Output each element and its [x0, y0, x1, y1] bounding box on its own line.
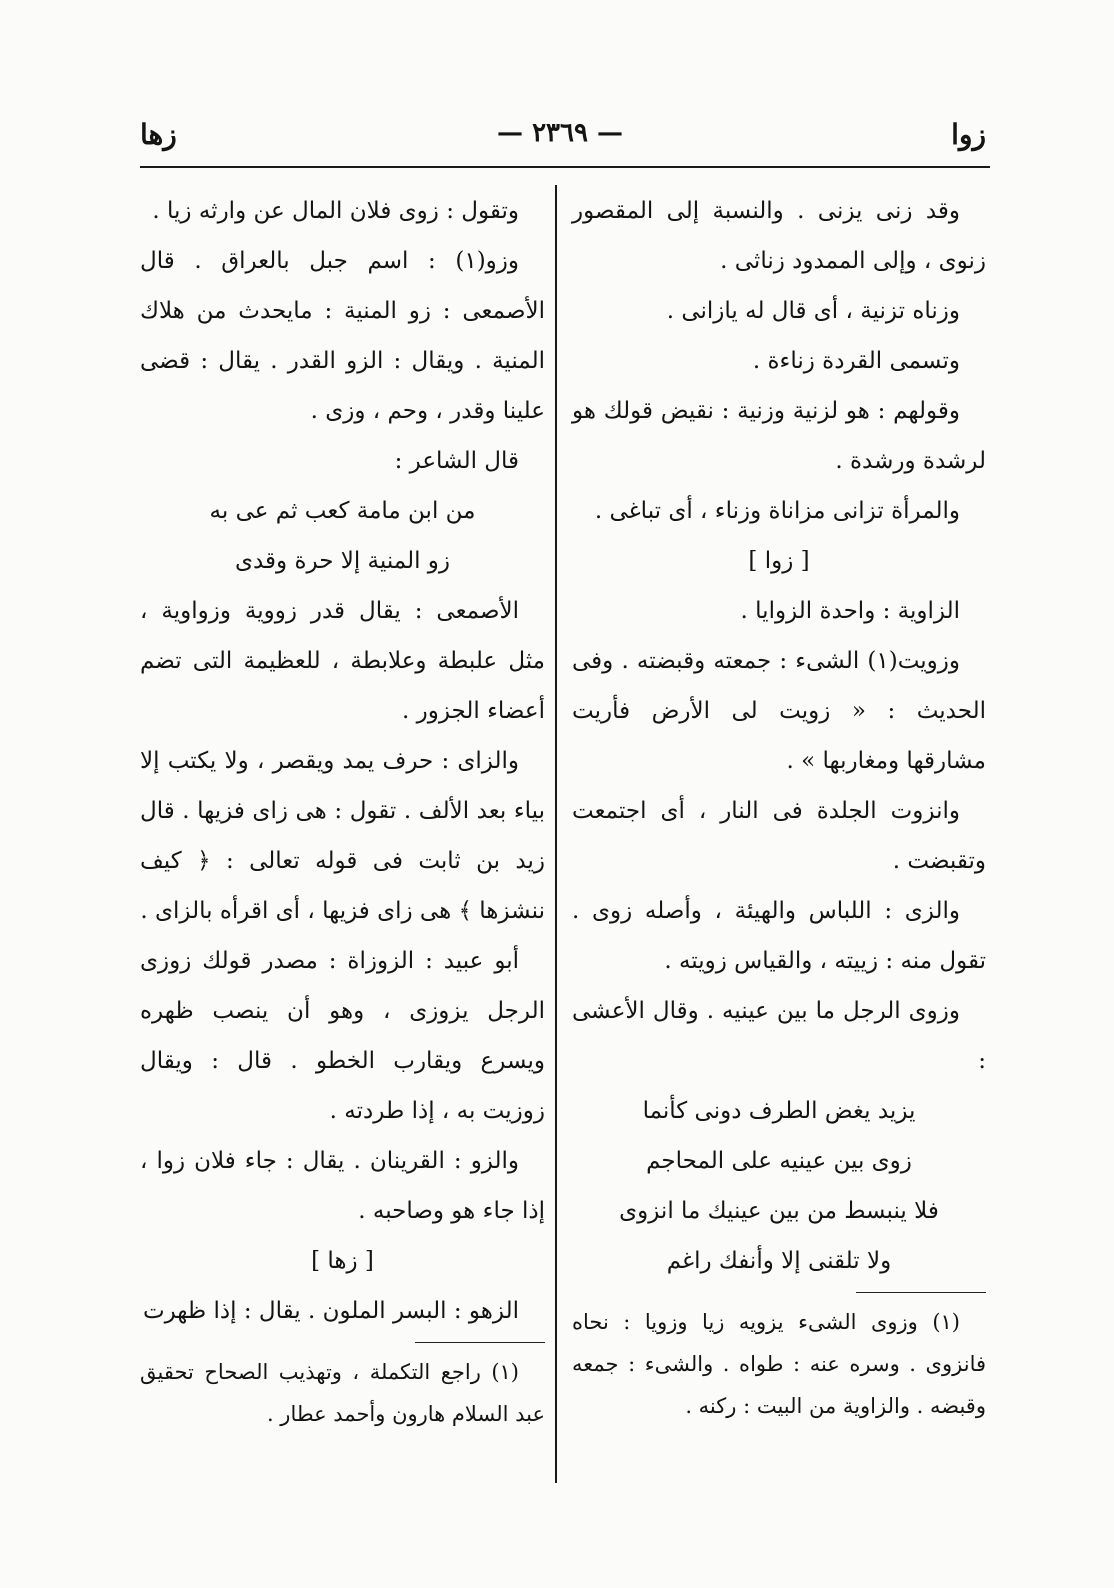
page-number: — ٢٣٦٩ —: [497, 118, 623, 148]
verse-line: يزيد يغض الطرف دونى كأنما: [642, 1098, 916, 1124]
footnote-rule: [856, 1292, 986, 1293]
paragraph: والزى : اللباس والهيئة ، وأصله زوى . تقول منه : زييته ، والقياس زويته .: [572, 898, 986, 974]
paragraph: الأصمعى : يقال قدر زووية وزواوية ، مثل علبطة وعلابطة ، للعظيمة التى تضم أعضاء الجزور .: [140, 598, 545, 724]
paragraph: وزو(١) : اسم جبل بالعراق . قال الأصمعى : زو المنية : مايحدث من هلاك المنية . ويقال : الزو القدر . يقال : قضى علينا وقدر ، وحم ، وزى .: [140, 248, 545, 424]
header-right-entry-word: زوا: [951, 118, 986, 151]
paragraph: وتسمى القردة زناءة .: [752, 348, 960, 374]
footnote-rule: [415, 1342, 545, 1343]
paragraph: قال الشاعر :: [394, 448, 519, 474]
paragraph: الزهو : البسر الملون . يقال : إذا ظهرت: [142, 1298, 519, 1324]
column-divider: [555, 185, 557, 1483]
verse-line: ولا تلقنى إلا وأنفك راغم: [666, 1248, 892, 1274]
verse-line: من ابن مامة كعب ثم عى به: [209, 498, 476, 524]
paragraph: وزناه تزنية ، أى قال له يازانى .: [666, 298, 960, 324]
verse-line: زوى بين عينيه على المحاجم: [646, 1148, 912, 1174]
section-heading: [ زوا ]: [748, 548, 810, 574]
paragraph: وانزوت الجلدة فى النار ، أى اجتمعت وتقبضت .: [572, 798, 986, 874]
paragraph: والمرأة تزانى مزاناة وزناء ، أى تباغى .: [594, 498, 960, 524]
paragraph: أبو عبيد : الزوزاة : مصدر قولك زوزى الرجل يزوزى ، وهو أن ينصب ظهره ويسرع ويقارب الخطو . قال : ويقال زوزيت به ، إذا طردته .: [140, 948, 545, 1124]
paragraph: الزاوية : واحدة الزوايا .: [740, 598, 960, 624]
paragraph: والزاى : حرف يمد ويقصر ، ولا يكتب إلا بياء بعد الألف . تقول : هى زاى فزيها . قال زيد بن ثابت فى قوله تعالى : ﴿ كيف ننشزها ﴾ هى زاى فزيها ، أى اقرأه بالزاى .: [140, 748, 545, 924]
section-heading: [ زها ]: [311, 1248, 374, 1274]
paragraph: وزوى الرجل ما بين عينيه . وقال الأعشى :: [572, 998, 986, 1074]
paragraph: وزويت(١) الشىء : جمعته وقبضته . وفى الحديث : « زويت لى الأرض فأريت مشارقها ومغاربها » .: [572, 648, 986, 774]
paragraph: وقولهم : هو لزنية وزنية : نقيض قولك هو لرشدة ورشدة .: [572, 398, 986, 474]
footnote: (١) وزوى الشىء يزويه زيا وزويا : نحاه فانزوى . وسره عنه : طواه . والشىء : جمعه وقبضه . والزاوية من البيت : ركنه .: [572, 1310, 986, 1418]
footnote: (١) راجع التكملة ، وتهذيب الصحاح تحقيق عبد السلام هارون وأحمد عطار .: [140, 1360, 545, 1426]
paragraph: وقد زنى يزنى . والنسبة إلى المقصور زنوى ، وإلى الممدود زناثى .: [572, 198, 986, 274]
paragraph: وتقول : زوى فلان المال عن وارثه زيا .: [152, 198, 519, 224]
header-rule: [140, 166, 990, 168]
verse-line: زو المنية إلا حرة وقدى: [234, 548, 450, 574]
right-column: [572, 186, 986, 1427]
paragraph: والزو : القرينان . يقال : جاء فلان زوا ، إذا جاء هو وصاحبه .: [140, 1148, 545, 1224]
verse-line: فلا ينبسط من بين عينيك ما انزوى: [619, 1198, 939, 1224]
left-column: [140, 186, 545, 1435]
header-left-entry-word: زها: [140, 118, 177, 151]
